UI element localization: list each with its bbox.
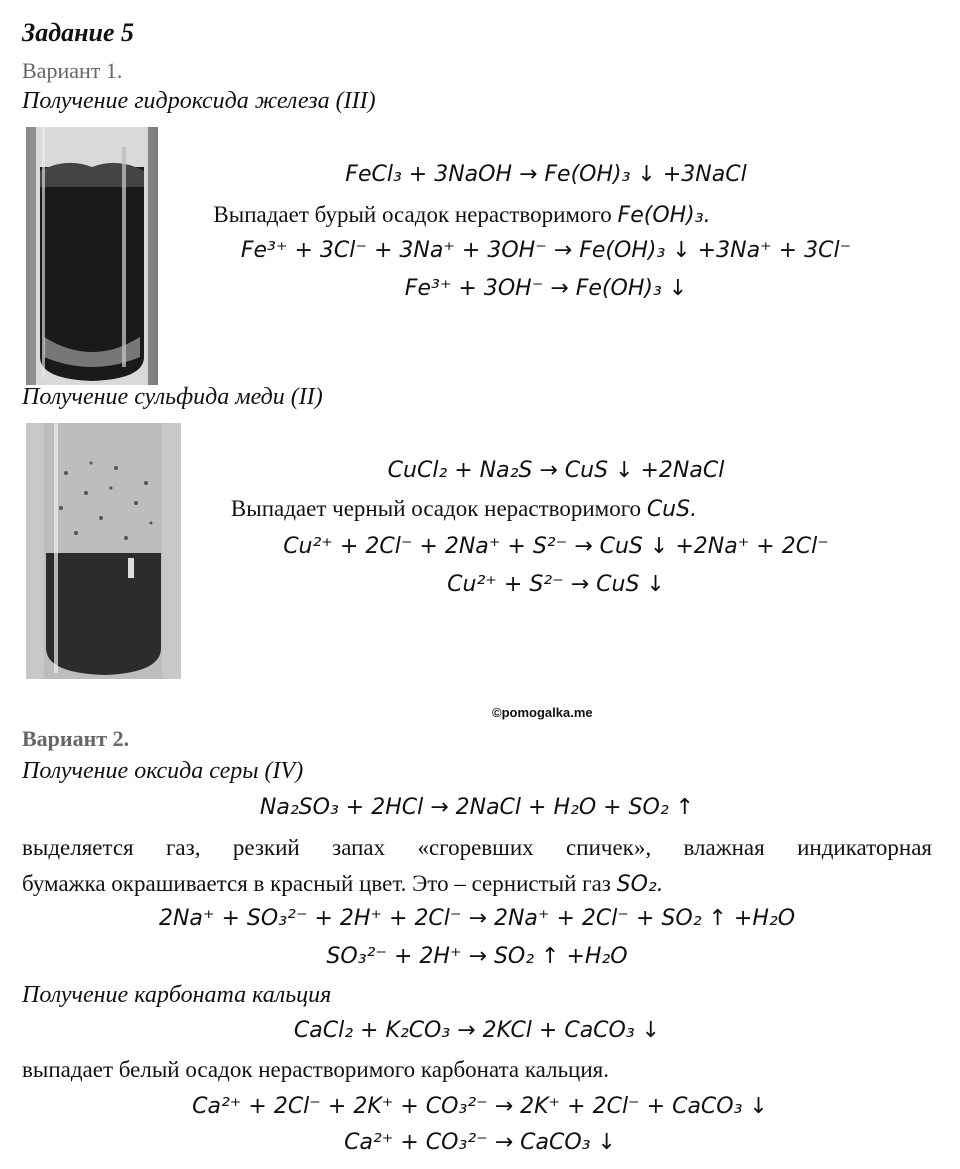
equation-iron-full-ionic: Fe³⁺ + 3Cl⁻ + 3Na⁺ + 3OH⁻ → Fe(OH)₃ ↓ +3Na⁺ + 3Cl⁻ [240,238,852,263]
section-heading-calcium-carbonate: Получение карбоната кальция [22,982,332,1008]
equation-calcium-full-ionic: Ca²⁺ + 2Cl⁻ + 2K⁺ + CO₃²⁻ → 2K⁺ + 2Cl⁻ + CaCO₃ ↓ [192,1094,768,1119]
variant-2-label: Вариант 2. [22,726,130,751]
section-heading-copper-sulfide: Получение сульфида меди (II) [22,384,323,410]
paragraph-calcium: выпадает белый осадок нерастворимого карбоната кальция. [22,1057,610,1082]
paragraph-sulfur-text: бумажка окрашивается в красный цвет. Это – сернистый газ [22,871,611,896]
section-heading-iron-hydroxide: Получение гидроксида железа (III) [22,88,376,114]
test-tube-photo-copper [26,423,181,679]
equation-copper-full-ionic: Cu²⁺ + 2Cl⁻ + 2Na⁺ + S²⁻ → CuS ↓ +2Na⁺ + 2Cl⁻ [283,534,829,559]
observation-iron-text: Выпадает бурый осадок нерастворимого [213,202,612,227]
observation-copper-formula: CuS. [646,497,698,522]
variant-1-label: Вариант 1. [22,58,123,83]
equation-sulfur-full-ionic: 2Na⁺ + SO₃²⁻ + 2H⁺ + 2Cl⁻ → 2Na⁺ + 2Cl⁻ + SO₂ ↑ +H₂O [158,906,796,931]
equation-iron-short-ionic: Fe³⁺ + 3OH⁻ → Fe(OH)₃ ↓ [404,276,688,301]
observation-iron [213,202,710,228]
paragraph-sulfur-line1: выделяется газ, резкий запах «сгоревших спичек», влажная индикаторная [22,835,932,860]
task-title: Задание 5 [22,18,135,47]
paragraph-sulfur-formula: SO₂. [616,872,664,897]
equation-copper-molecular: CuCl₂ + Na₂S → CuS ↓ +2NaCl [387,458,725,483]
equation-calcium-short-ionic: Ca²⁺ + CO₃²⁻ → CaCO₃ ↓ [344,1130,616,1155]
observation-copper-text: Выпадает черный осадок нерастворимого [230,496,642,521]
paragraph-sulfur-line2 [22,866,664,903]
watermark: ©pomogalka.me [492,705,593,720]
equation-copper-short-ionic: Cu²⁺ + S²⁻ → CuS ↓ [447,572,665,597]
observation-iron-formula: Fe(OH)₃. [617,203,711,228]
equation-calcium-molecular: CaCl₂ + K₂CO₃ → 2KCl + CaCO₃ ↓ [293,1018,661,1043]
test-tube-photo-iron [26,127,158,385]
equation-sulfur-short-ionic: SO₃²⁻ + 2H⁺ → SO₂ ↑ +H₂O [326,944,628,969]
equation-sulfur-molecular: Na₂SO₃ + 2HCl → 2NaCl + H₂O + SO₂ ↑ [259,795,695,820]
observation-copper [231,496,697,522]
section-heading-sulfur-oxide: Получение оксида серы (IV) [22,758,304,784]
equation-iron-molecular: FeCl₃ + 3NaOH → Fe(OH)₃ ↓ +3NaCl [345,162,747,187]
